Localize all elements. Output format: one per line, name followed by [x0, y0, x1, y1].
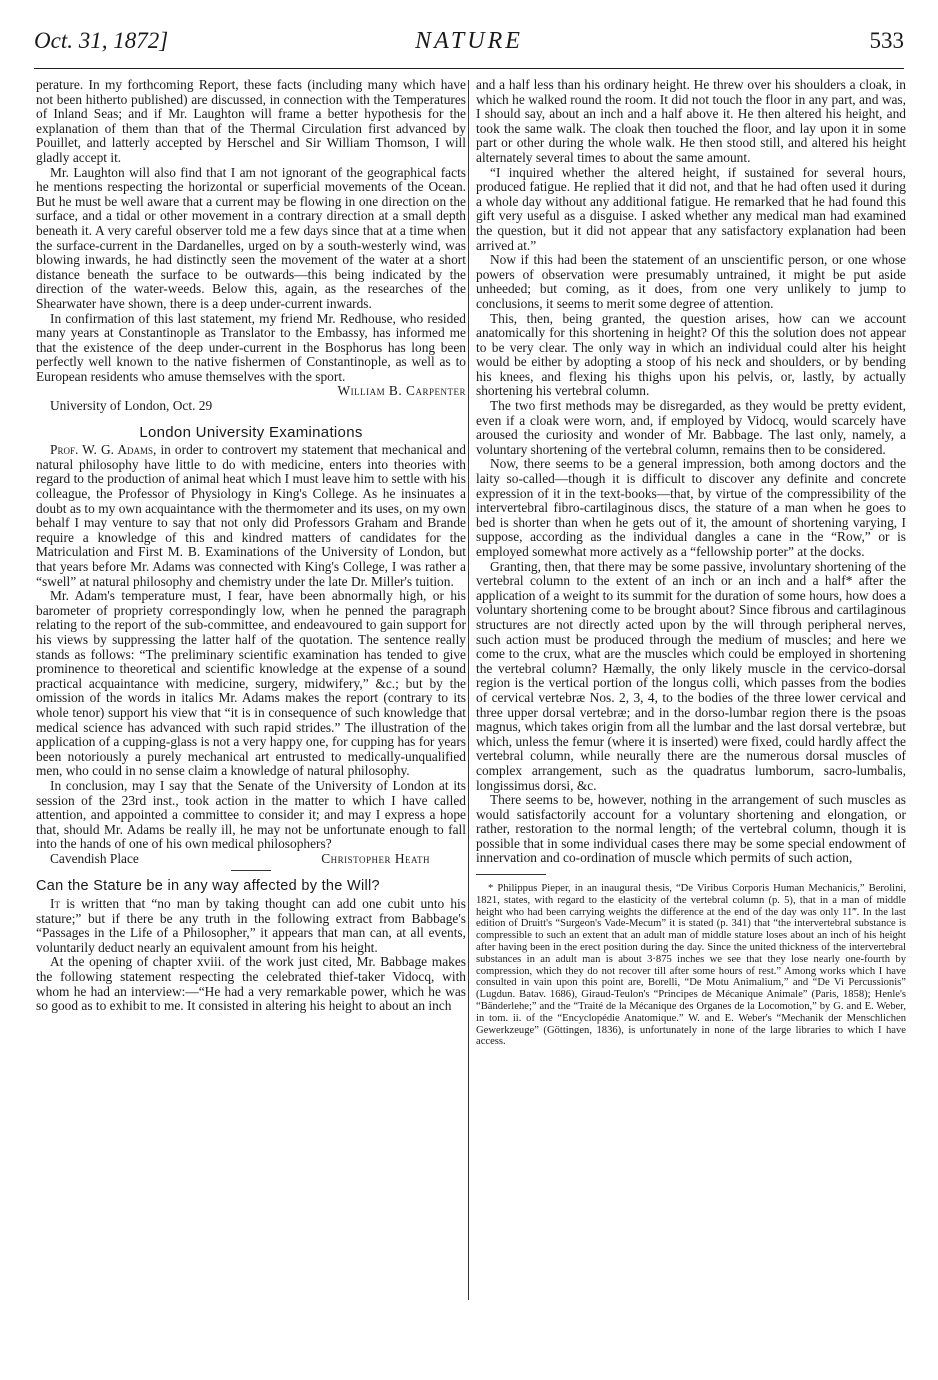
paragraph: At the opening of chapter xviii. of the work just cited, Mr. Babbage makes the following statement respecting the celebrated thief-taker Vidocq, with whom he had an interview:—“He had a very remarkable power, which he was so good as to exhibit to me. It consisted in altering his height to about an inch: [36, 954, 466, 1014]
lead-in: It: [50, 896, 60, 912]
paragraph: [36, 897, 466, 955]
paragraph: Granting, then, that there may be some passive, involuntary shortening of the vertebral column to the extent of an inch or an inch and a half* after the application of a weight to its summit for the duration of some hours, how does a voluntary shortening come to be brought about? Since fibrous and cartilaginous structures are not directly acted upon by the will through peripheral nerves, such action must be produced through the medium of muscles; and here we come to the crux, what are the muscles which could be employed in shortening the vertebral column? Hæmally, the only likely muscle in the cervico-dorsal region is the vertical portion of the longus colli, which passes from the bodies of cervical vertebræ Nos. 2, 3, 4, to the bodies of the three lower cervical and three upper dorsal vertebræ; and in the dorso-lumbar region there is the psoas magnus, which takes origin from all the lumbar and the last dorsal vertebræ, but which, unless the femur (where it is inserted) were fixed, could hardly affect the vertebral column, while neurally there are the numerous dorsal muscles of complex arrangement, such as the quadratus lumborum, sacro-lumbalis, longissimus dorsi, &c.: [476, 558, 906, 793]
section-separator: [231, 870, 271, 871]
paragraph: Mr. Laughton will also find that I am not ignorant of the geographical facts he mentions respecting the horizontal or superficial movements of the Ocean. But he must be well aware that a current may be flowing in one direction on the surface, and a tidal or other movement in a contrary direction at a small depth beneath it. A very careful observer told me a few days since that at a time when the surface-current in the Dardanelles, urged on by a south-westerly wind, was blowing inwards, he had distinctly seen the movement of the water at a short distance beneath the surface to be outwards—this being indicated by the direction of the water-weeds. Below this, again, as the researches of the Shearwater have shown, there is a deep under-current inwards.: [36, 164, 466, 311]
paragraph: Mr. Adam's temperature must, I fear, have been abnormally high, or his barometer of propriety correspondingly low, when he penned the paragraph relating to the report of the sub-committee, and endeavoured to gain support for his views by suppressing the latter half of the quotation. The sentence really stands as follows: “The preliminary scientific examination has tended to give prominence to theoretical and scientific knowledge at the expense of a sound practical acquaintance with medicine, surgery, midwifery,” &c.; but by the omission of the words in italics Mr. Adams makes the report (contrary to its whole tenor) support his view that “it is in consequence of such knowledge that medical science has advanced with such rapid strides.” The illustration of the application of a cupping-glass is not a very happy one, for cupping has for years been notoriously a purely mechanical art entrusted to medically-unqualified men, who could in no sense claim a knowledge of natural philosophy.: [36, 588, 466, 779]
paragraph: “I inquired whether the altered height, if sustained for several hours, produced fatigue. He replied that it did not, and that he had often used it during a whole day without any additional fatigue. He remarked that he had found this gift very useful as a disguise. I asked whether any medical man had examined the question, but it did not appear that any satisfactory explanation had been arrived at.”: [476, 164, 906, 253]
author-address: University of London, Oct. 29: [50, 398, 213, 414]
right-column: [476, 78, 906, 1048]
paragraph: Now if this had been the statement of an unscientific person, or one whose powers of observation were presumably untrained, it might be put aside unheeded; but coming, as it does, from one very unlikely to jump to conclusions, it seems to merit some degree of attention.: [476, 252, 906, 311]
column-divider: [468, 80, 469, 1300]
paragraph: Now, there seems to be a general impression, both among doctors and the laity so-called—though it is difficult to discover any definite and concrete expression of it in the text-books—that, by virtue of the compressibility of the intervertebral fibro-cartilaginous discs, the stature of a man when he goes to bed is shorter than when he gets out of it, the amount of shortening varying, I suppose, according as the individual dangles a cane in the “Row,” or is employed somewhat more actively as a “fellowship porter” at the docks.: [476, 456, 906, 559]
paragraph-text: is written that “no man by taking thought can add one cubit unto his stature;” but if there be any truth in the following extract from Babbage's “Passages in the Life of a Philosopher,” it appears that man can, at all events, voluntarily deduct nearly an equivalent amount from his height.: [36, 896, 466, 955]
left-column: [36, 78, 466, 1014]
footnote: * Philippus Pieper, in an inaugural thesis, “De Viribus Corporis Human Mechanicis,” Berolini, 1821, states, with regard to the elasticity of the vertebral column (p. 5), that in a man of middle height who had been carrying weights the difference at the end of the day was only 11‴. In the last edition of Druitt's “Surgeon's Vade-Mecum” it is stated (p. 341) that “the intervertebral substance is compressible to such an extent that an adult man of middle stature loses about an inch of his height after having been in the erect position during the day. Since the united thickness of the intervertebral substances in an adult man is about 3·875 inches we see that they lose nearly one-fourth by compression, which they do not recover till after some hours of rest.” Among works which I have consulted in vain upon this point are, Borelli, “De Motu Animalium,” and “De Vi Percussionis” (Lugdun. Batav. 1686), Giraud-Teulon's “Principes de Mécanique Animale” (Paris, 1858); Henle's “Bänderlehe;” and the “Traité de la Mécanique des Organes de la Locomotion,” by G. and E. Weber, in tom. ii. of the “Encyclopédie Anatomique.” W. and E. Weber's “Mechanik der Menschlichen Gewerkzeuge” (Göttingen, 1836), is unfortunately in none of the large libraries to which I have access.: [476, 883, 906, 1048]
paragraph: This, then, being granted, the question arises, how can we account anatomically for this shortening in height? Of this the solution does not appear to be very clear. The only way in which an individual could alter his height would be either by adopting a stoop of his neck and shoulders, or by bending his knees, and flexing his thighs upon his pelvis, or, lastly, by actually shortening his vertebral column.: [476, 310, 906, 399]
signature-row: [36, 852, 466, 867]
author-signature: William B. Carpenter: [337, 383, 466, 399]
footnote-rule: [476, 874, 546, 875]
author-signature: Christopher Heath: [321, 850, 430, 866]
paragraph: and a half less than his ordinary height. He threw over his shoulders a cloak, in which he walked round the room. It did not touch the floor in any part, and was, I should say, about an inch and a half above it. He then altered his height, and took the same walk. The cloak then touched the floor, and lay upon it in some part or other during the whole walk. He then stood still, and altered his height alternately several times to about the same amount.: [476, 77, 906, 165]
page-number: 533: [869, 28, 904, 53]
paragraph: In confirmation of this last statement, my friend Mr. Redhouse, who resided many years at Constantinople as Translator to the Embassy, has informed me that the existence of the deep under-current in the Bosphorus has long been perfectly well known to the native fishermen of Constantinople, as well as to European residents who amuse themselves with the sport.: [36, 310, 466, 384]
journal-title: NATURE: [415, 28, 523, 54]
issue-date: Oct. 31, 1872]: [34, 28, 169, 53]
article-heading: Can the Stature be in any way affected by the Will?: [36, 878, 380, 895]
paragraph: In conclusion, may I say that the Senate of the University of London at its session of the 23rd inst., took action in the matter to which I have called attention, and appointed a committee to consider it; and may I express a hope that, should Mr. Adams be really ill, he may not be unfortunate enough to fall into the hands of one of his own medical philosophers?: [36, 777, 466, 852]
author-address: Cavendish Place: [50, 850, 139, 866]
paragraph: [36, 443, 466, 589]
paragraph: There seems to be, however, nothing in the arrangement of such muscles as would satisfactorily account for a voluntary shortening and elongation, or rather, restoration to the normal length; of the vertebral column, though it is possible that in some individual cases there may be some special endowment of innervation and co-ordination of muscle which permits of such action,: [476, 792, 906, 866]
lead-in: Prof. W. G. Adams,: [50, 442, 157, 458]
running-header: [34, 28, 904, 68]
paragraph-text: in order to controvert my statement that mechanical and natural philosophy have little to do with medicine, enters into theories with regard to the production of animal heat which I must leave him to settle with his colleague, the Professor of Physiology in King's College. As he insinuates a doubt as to my own acquaintance with the thermometer and its uses, on my own behalf I may venture to say that not only did Professors Graham and Brande require a knowledge of this and kindred matters of candidates for the Matriculation and First M. B. Examinations of the University of London, but that years before Mr. Adams was connected with King's College, I was rather a “swell” at natural philosophy and chemistry under the late Dr. Miller's tuition.: [36, 442, 466, 589]
paragraph: The two first methods may be disregarded, as they would be pretty evident, even if a cloak were worn, and, if employed by Vidocq, would scarcely have aroused the curiosity and wonder of Mr. Babbage. The last only, namely, a voluntary shortening of the vertebral column, remains then to be considered.: [476, 398, 906, 457]
header-rule: [34, 68, 904, 69]
paragraph: perature. In my forthcoming Report, these facts (including many which have not been hitherto published) are discussed, in connection with the Temperatures of Inland Seas; and if Mr. Laughton will frame a better hypothesis for the explanation of them than that of the Thermal Circulation first advanced by Pouillet, and latterly accepted by Herschel and Sir William Thomson, I will gladly accept it.: [36, 77, 466, 165]
article-heading: London University Examinations: [139, 423, 363, 441]
